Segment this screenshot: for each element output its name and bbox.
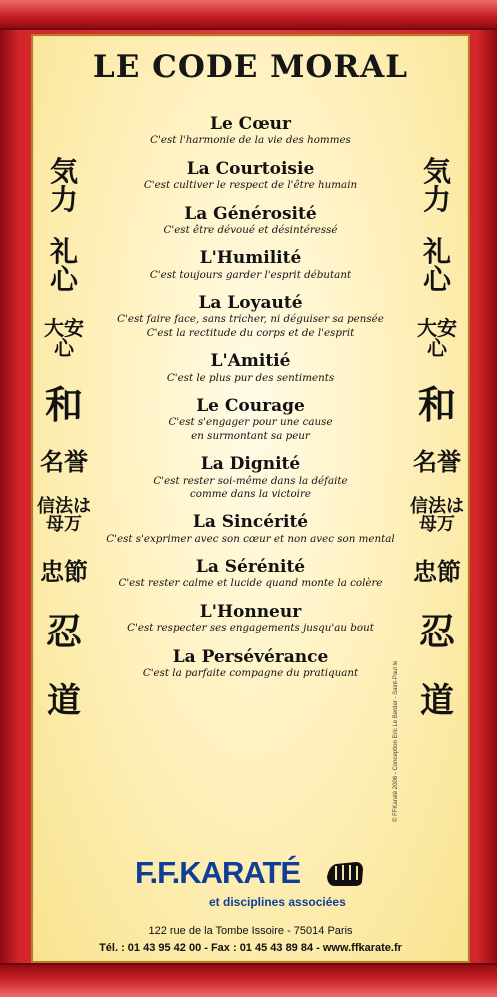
virtue-sincerite <box>97 512 404 546</box>
kanji-4: 和 <box>417 382 456 427</box>
virtue-perseverance <box>97 647 404 681</box>
frame-bottom-rod <box>0 963 497 997</box>
ffkarate-logo <box>135 851 365 923</box>
virtue-title: L'Amitié <box>210 351 291 372</box>
kanji-3: 大安心 <box>44 316 84 360</box>
virtues-list <box>97 114 404 691</box>
page-title: LE CODE MORAL <box>92 49 409 85</box>
address-line: 122 rue de la Tombe Issoire - 75014 Paris <box>148 925 353 937</box>
virtue-text: C'est faire face, sans tricher, ni déguiser sa pensée C'est la rectitude du corps et de l'esprit <box>117 313 384 339</box>
virtue-coeur <box>97 114 404 148</box>
virtue-title: Le Courage <box>196 395 305 416</box>
kanji-1: 気力 <box>49 155 78 216</box>
virtue-text: C'est s'exprimer avec son cœur et non avec son mental <box>106 532 395 545</box>
kanji-7: 忠節 <box>40 557 88 586</box>
kanji-column-right <box>410 118 464 721</box>
virtue-text: C'est le plus pur des sentiments <box>166 371 335 384</box>
kanji-column-left <box>37 118 91 721</box>
kanji-7: 忠節 <box>413 557 461 586</box>
virtue-title: La Courtoisie <box>186 158 315 179</box>
virtue-title: L'Honneur <box>199 601 302 622</box>
virtue-title: Le Cœur <box>209 114 291 134</box>
virtue-title: La Loyauté <box>198 293 303 314</box>
virtue-humilite <box>97 248 404 282</box>
logo-main-text <box>135 855 300 891</box>
virtue-text: C'est cultiver le respect de l'être humain <box>143 179 358 192</box>
contact-line: Tél. : 01 43 95 42 00 - Fax : 01 45 43 89 84 - www.ffkarate.fr <box>99 942 402 954</box>
virtue-title: La Sincérité <box>192 512 309 533</box>
kanji-4: 和 <box>44 382 83 427</box>
virtue-text: C'est être dévoué et désintéressé <box>163 223 338 236</box>
virtue-text: C'est la parfaite compagne du pratiquant <box>142 666 359 679</box>
virtue-text: C'est toujours garder l'esprit débutant <box>149 268 352 281</box>
kanji-1: 気力 <box>422 155 451 216</box>
logo-subtitle: et disciplines associées <box>209 895 346 909</box>
virtue-honneur <box>97 602 404 636</box>
fist-icon <box>323 858 365 888</box>
virtue-title: La Sérénité <box>195 557 306 578</box>
virtue-loyaute <box>97 293 404 340</box>
copyright-credit: © FFKaraté 2006 - Conception Eric Le Berder - Saint-Paul le <box>392 660 399 822</box>
frame-top-rod <box>0 0 497 30</box>
virtue-title: La Persévérance <box>172 646 329 667</box>
virtue-courage <box>97 396 404 443</box>
kanji-8: 忍 <box>45 611 82 653</box>
kanji-5: 名誉 <box>40 447 88 476</box>
virtue-serenite <box>97 557 404 591</box>
virtue-title: La Dignité <box>200 454 301 475</box>
poster-panel <box>31 34 470 963</box>
kanji-2: 礼心 <box>49 235 78 296</box>
virtue-text: C'est rester calme et lucide quand monte la colère <box>118 577 383 590</box>
kanji-9: 道 <box>420 681 454 721</box>
kanji-6: 信法は母万 <box>37 496 91 535</box>
virtue-text: C'est rester soi-même dans la défaite comme dans la victoire <box>153 474 348 500</box>
logo-main: F.F.KARATÉ <box>135 855 301 890</box>
kanji-2: 礼心 <box>422 235 451 296</box>
kanji-6: 信法は母万 <box>410 496 464 535</box>
virtue-dignite <box>97 454 404 501</box>
virtue-title: La Générosité <box>184 203 317 224</box>
virtue-text: C'est respecter ses engagements jusqu'au bout <box>127 622 374 635</box>
kanji-9: 道 <box>47 681 81 721</box>
virtue-text: C'est s'engager pour une cause en surmontant sa peur <box>168 416 333 442</box>
virtue-amitie <box>97 351 404 385</box>
virtue-text: C'est l'harmonie de la vie des hommes <box>150 134 351 147</box>
kanji-8: 忍 <box>418 611 455 653</box>
kanji-5: 名誉 <box>413 447 461 476</box>
virtue-courtoisie <box>97 159 404 193</box>
virtue-title: L'Humilité <box>199 248 302 269</box>
virtue-generosite <box>97 204 404 238</box>
kanji-3: 大安心 <box>417 316 457 360</box>
